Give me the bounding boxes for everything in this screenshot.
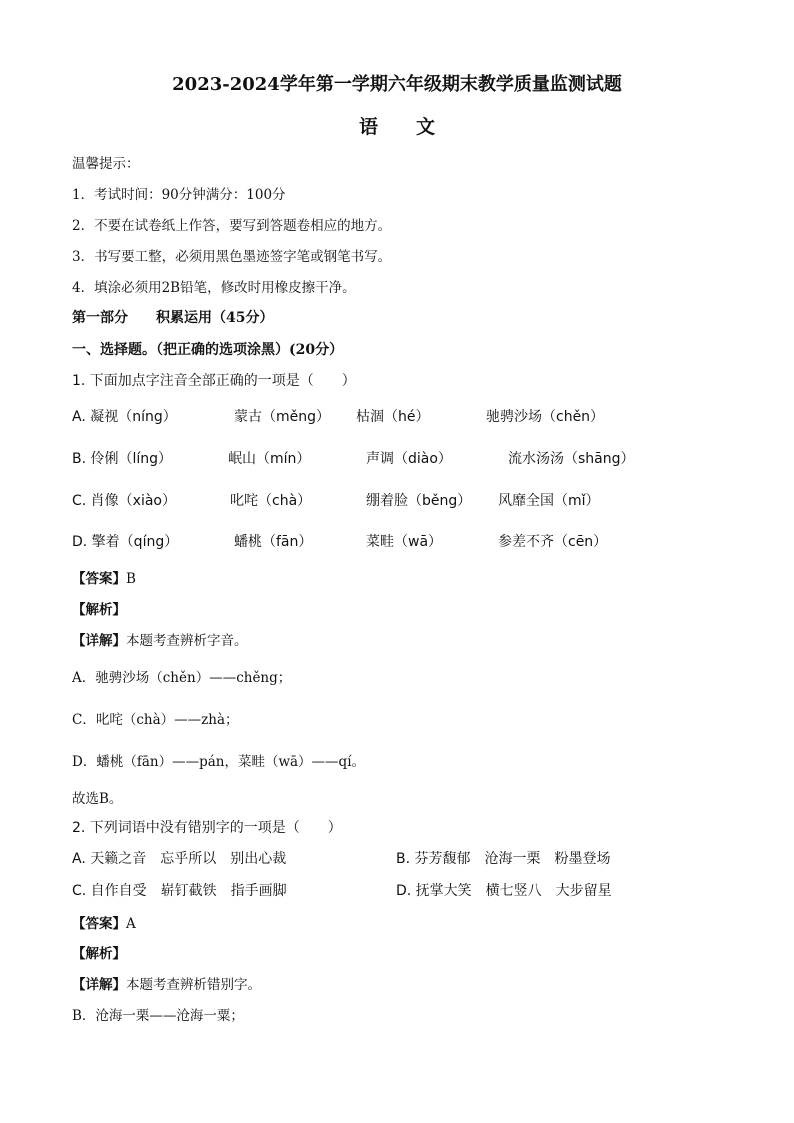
q1-option-d-2: 蟠桃（fān） [234,534,313,550]
q2-option-d: D. 抚掌大笑 横七竖八 大步留星 [396,883,612,899]
tip-item: 2．不要在试卷纸上作答，要写到答题卷相应的地方。 [72,218,392,234]
tip-item: 1．考试时间：90分钟满分：100分 [72,187,286,203]
q1-option-c-2: 叱咤（chà） [230,493,312,509]
q1-stem: 1. 下面加点字注音全部正确的一项是（ ） [72,373,356,389]
detail-text: 本题考查辨析错别字。 [126,977,261,993]
tip-item: 4．填涂必须用2B铅笔，修改时用橡皮擦干净。 [72,280,356,296]
tip-item: 3．书写要工整，必须用黑色墨迹签字笔或钢笔书写。 [72,249,392,265]
q1-analysis-label: 【解析】 [72,602,126,618]
answer-label: 【答案】 [72,571,126,587]
q1-option-b-4: 流水汤汤（shāng） [508,451,635,467]
q2-option-c: C. 自作自受 崭钉截铁 指手画脚 [72,883,287,899]
q1-option-a-1: A. 凝视（níng） [72,409,177,425]
detail-label: 【详解】 [72,977,126,993]
q1-detail [72,629,248,649]
q1-answer [72,567,136,587]
q2-answer [72,912,136,932]
q1-option-a-3: 枯涸（hé） [356,409,430,425]
detail-text: 本题考查辨析字音。 [126,633,248,649]
q1-option-d-4: 参差不齐（cēn） [498,534,608,550]
detail-label: 【详解】 [72,633,126,649]
q1-option-d-1: D. 擎着（qíng） [72,534,179,550]
part-heading: 第一部分 积累运用（45分） [72,310,274,326]
q1-correction: C．叱咤（chà）——zhà； [72,712,239,728]
tips-heading: 温馨提示： [72,156,140,172]
answer-value: A [126,916,136,932]
q2-option-b: B. 芬芳馥郁 沧海一栗 粉墨登场 [396,851,611,867]
q1-option-c-1: C. 肖像（xiào） [72,493,176,509]
page-title: 2023-2024学年第一学期六年级期末教学质量监测试题 [172,74,622,95]
q2-analysis-label: 【解析】 [72,946,126,962]
q2-stem: 2. 下列词语中没有错别字的一项是（ ） [72,820,342,836]
q2-option-a: A. 天籁之音 忘乎所以 别出心裁 [72,851,287,867]
q1-option-b-2: 岷山（mín） [228,451,311,467]
q1-option-c-3: 绷着脸（běng） [366,493,472,509]
q1-correction: D．蟠桃（fān）——pán，菜畦（wā）——qí。 [72,754,366,770]
q2-correction: B．沧海一栗——沧海一粟； [72,1008,244,1024]
q1-option-a-4: 驰骋沙场（chěn） [486,409,605,425]
q1-option-a-2: 蒙古（měng） [234,409,331,425]
answer-value: B [126,571,136,587]
section-heading: 一、选择题。（把正确的选项涂黑）(20分） [72,342,344,358]
q1-option-b-3: 声调（diào） [366,451,452,467]
q2-detail [72,973,261,993]
q1-option-d-3: 菜畦（wā） [366,534,443,550]
q1-correction: A．驰骋沙场（chěn）——chěng； [72,670,292,686]
q1-option-c-4: 风靡全国（mǐ） [498,493,600,509]
subject-heading: 语文 [358,116,473,138]
answer-label: 【答案】 [72,916,126,932]
q1-option-b-1: B. 伶俐（líng） [72,451,173,467]
q1-conclusion: 故选B。 [72,791,123,807]
